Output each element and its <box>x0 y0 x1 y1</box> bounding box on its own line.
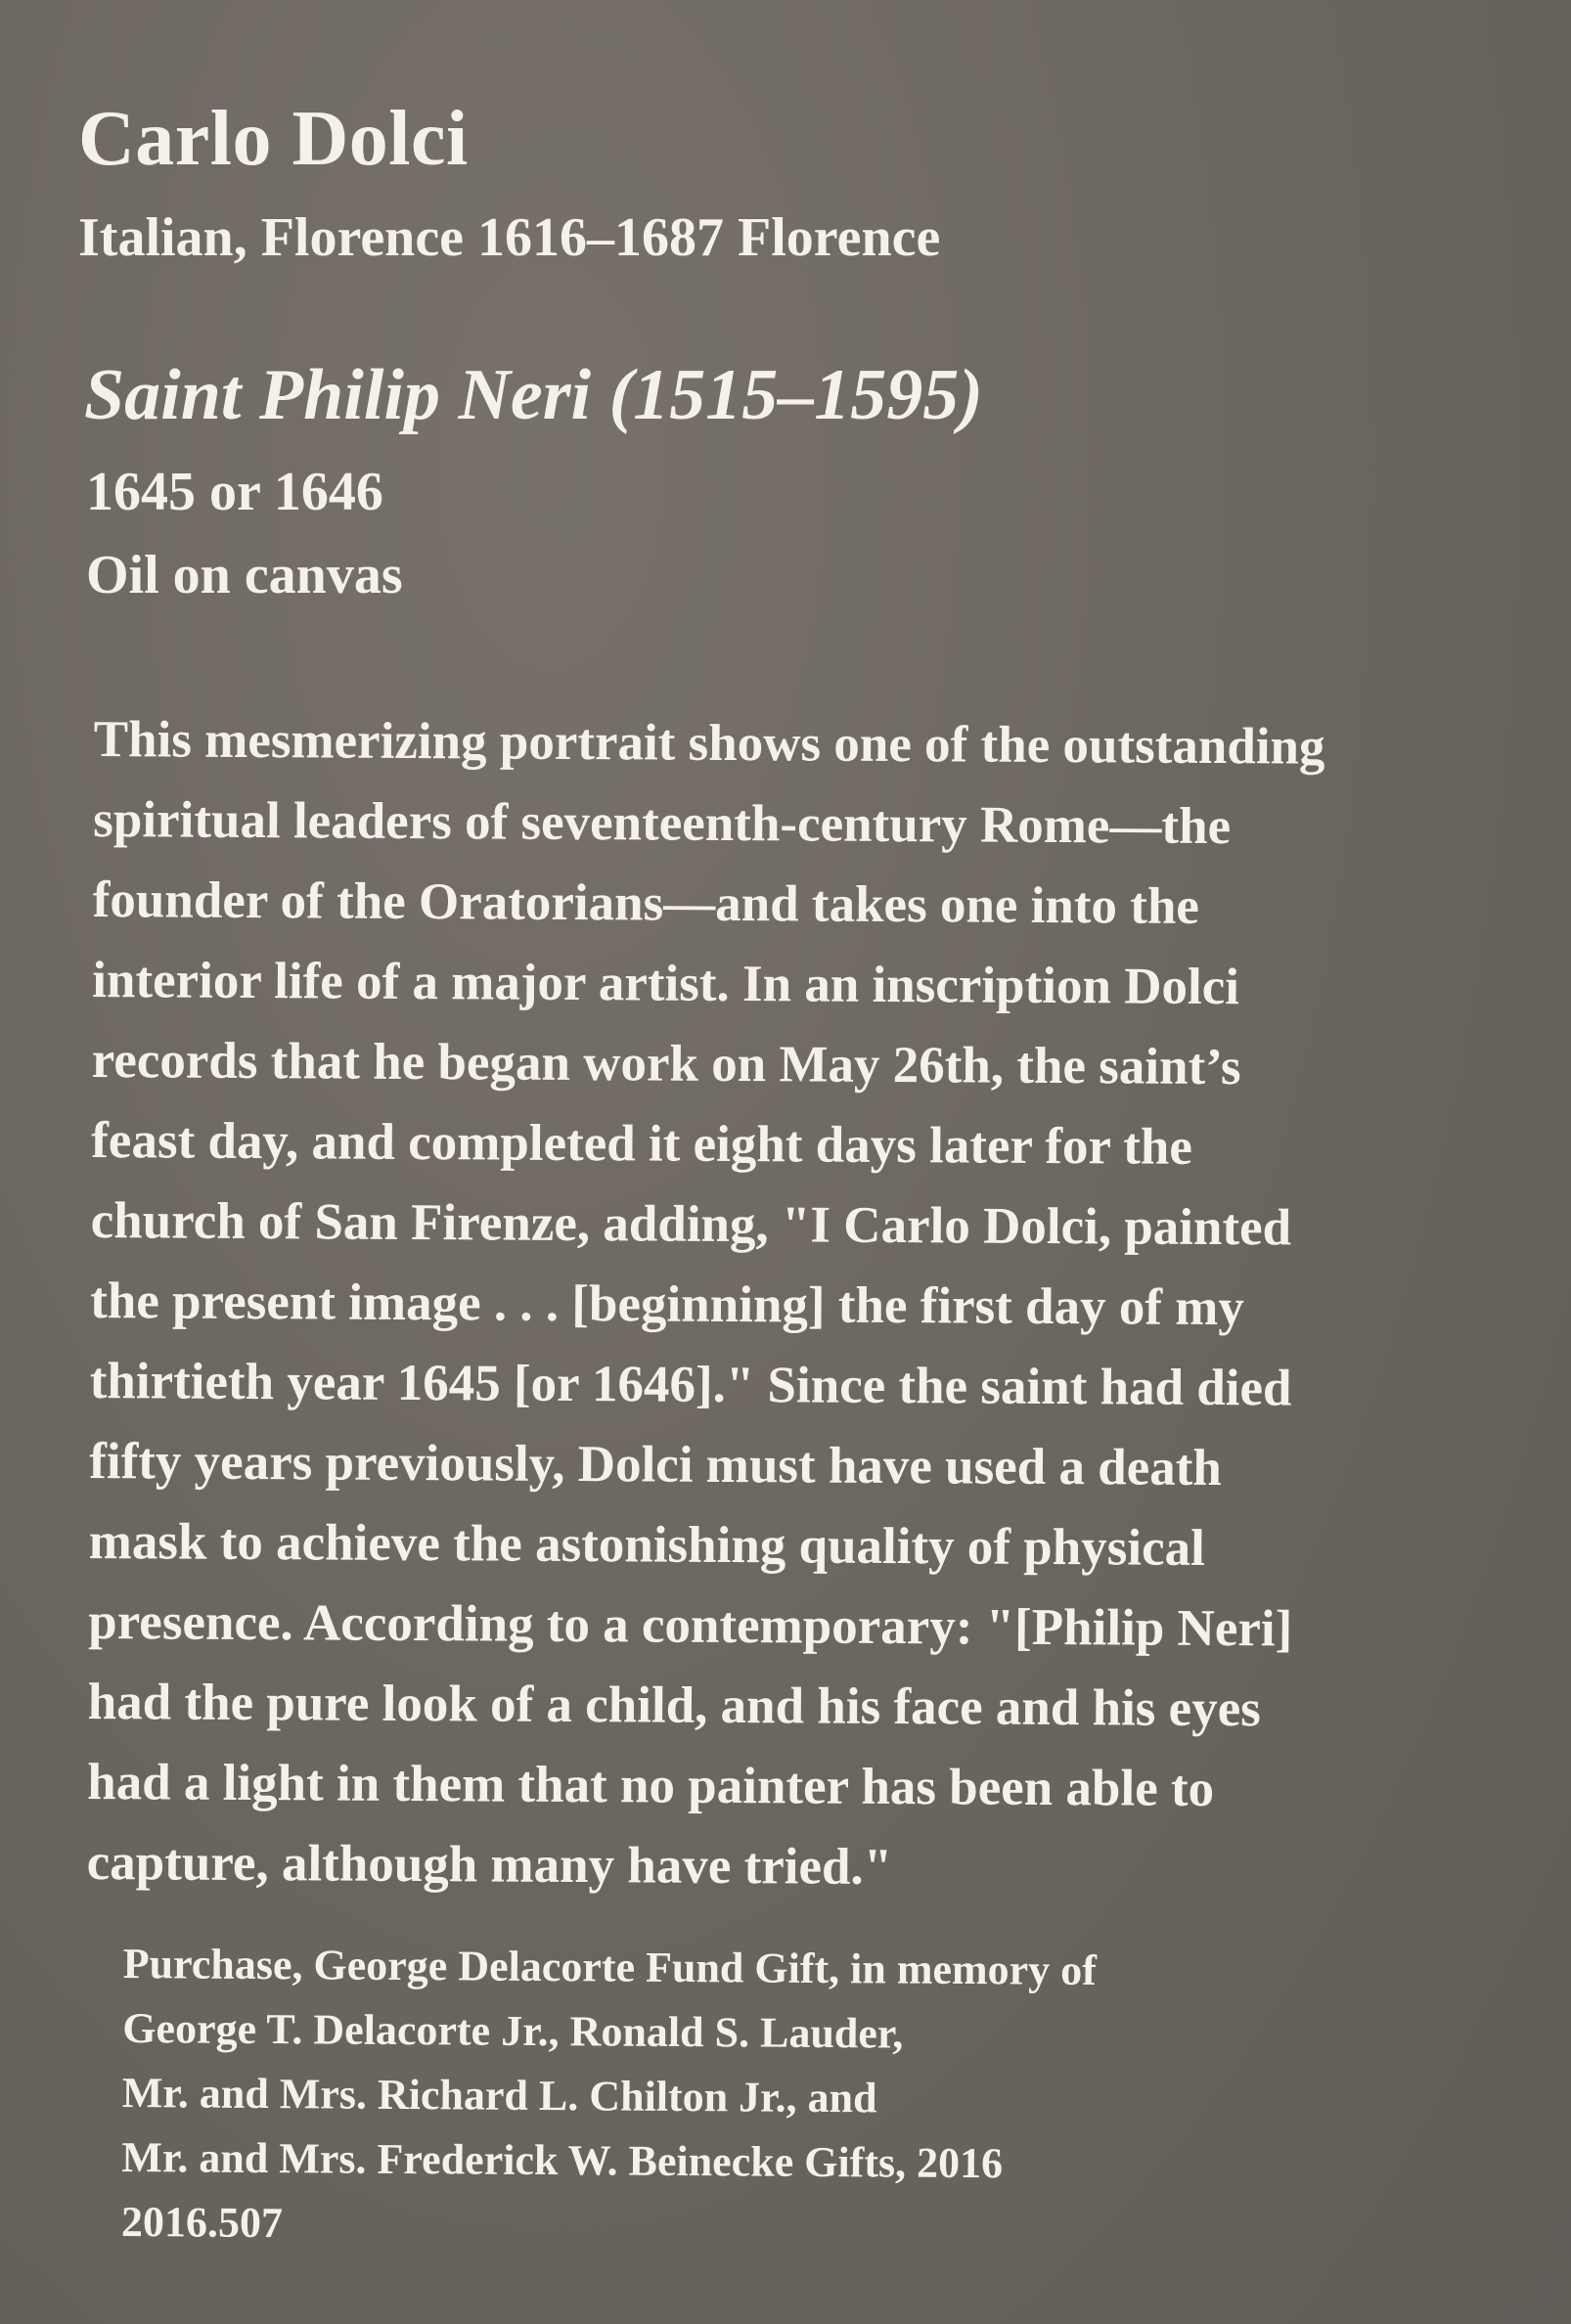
description-line: mask to achieve the astonishing quality of physical <box>88 1512 1206 1577</box>
credit-line-text: Mr. and Mrs. Richard L. Chilton Jr., and <box>121 2068 877 2123</box>
description-line: spiritual leaders of seventeenth-century Rome—the <box>93 790 1232 856</box>
credit-line-text: Mr. and Mrs. Frederick W. Beinecke Gifts, 2016 <box>121 2132 1004 2188</box>
artist-name: Carlo Dolci <box>78 96 469 182</box>
description-line: fifty years previously, Dolci must have used a death <box>89 1432 1223 1497</box>
description-line: records that he began work on May 26th, the saint’s <box>91 1031 1241 1096</box>
description-line: thirtieth year 1645 [or 1646]." Since the saint had died <box>89 1352 1292 1417</box>
credit-line-text: Purchase, George Delacorte Fund Gift, in memory of <box>122 1939 1097 1994</box>
description-line: church of San Firenze, adding, "I Carlo Dolci, painted <box>90 1191 1292 1257</box>
description-line: founder of the Oratorians—and takes one into the <box>92 871 1200 935</box>
description-line: This mesmerizing portrait shows one of the outstanding <box>93 710 1325 776</box>
description-line: had a light in them that no painter has been able to <box>87 1753 1215 1818</box>
description-line: the present image . . . [beginning] the first day of my <box>90 1272 1245 1337</box>
description-line: presence. According to a contemporary: "[Philip Neri] <box>88 1592 1293 1658</box>
credit-line-text: George T. Delacorte Jr., Ronald S. Lauder, <box>122 2003 904 2058</box>
artwork-medium: Oil on canvas <box>86 545 403 605</box>
accession-number: 2016.507 <box>120 2197 284 2248</box>
description-line: had the pure look of a child, and his face and his eyes <box>87 1673 1262 1738</box>
credit-line <box>121 1932 1512 2264</box>
description-line: interior life of a major artist. In an inscription Dolci <box>92 951 1240 1016</box>
description-line: capture, although many have tried." <box>86 1833 893 1897</box>
description-text <box>86 699 1531 1911</box>
artwork-date: 1645 or 1646 <box>86 462 383 522</box>
artist-origin: Italian, Florence 1616–1687 Florence <box>78 207 941 268</box>
description-line: feast day, and completed it eight days later for the <box>91 1111 1193 1176</box>
artwork-title: Saint Philip Neri (1515–1595) <box>84 355 983 435</box>
